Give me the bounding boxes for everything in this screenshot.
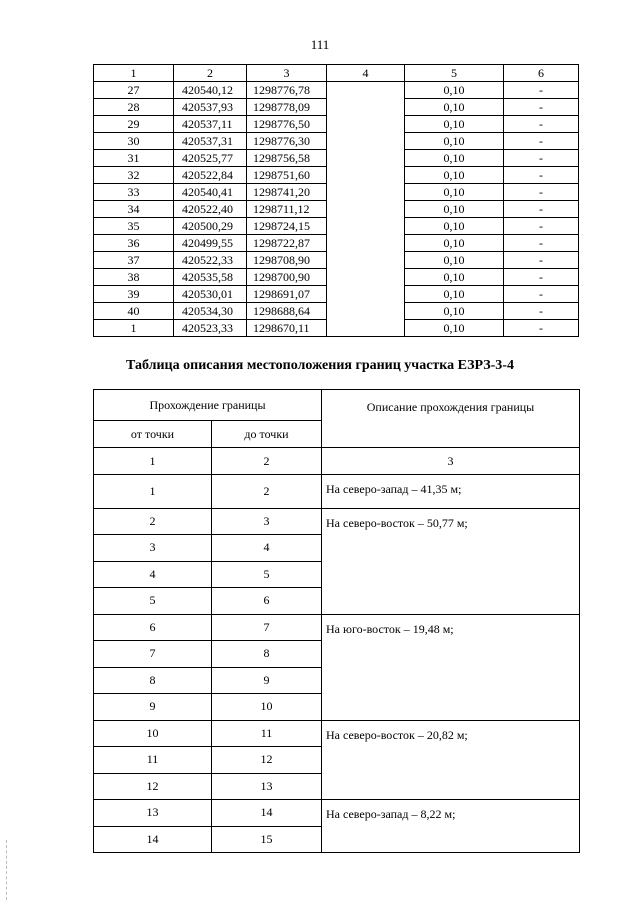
empty-cell xyxy=(327,235,405,252)
empty-cell xyxy=(327,150,405,167)
point-number: 30 xyxy=(94,133,174,150)
coords-header-cell: 5 xyxy=(405,65,504,82)
to-point: 14 xyxy=(212,800,322,827)
x-coordinate: 420525,77 xyxy=(174,150,247,167)
from-point: 8 xyxy=(94,667,212,694)
y-coordinate: 1298724,15 xyxy=(247,218,327,235)
to-point: 10 xyxy=(212,694,322,721)
empty-cell xyxy=(327,252,405,269)
coordinates-table xyxy=(93,64,579,337)
column-6-value: - xyxy=(504,184,579,201)
y-coordinate: 1298700,90 xyxy=(247,269,327,286)
coords-row xyxy=(94,150,579,167)
x-coordinate: 420522,84 xyxy=(174,167,247,184)
y-coordinate: 1298688,64 xyxy=(247,303,327,320)
to-point: 11 xyxy=(212,720,322,747)
accuracy-value: 0,10 xyxy=(405,150,504,167)
y-coordinate: 1298741,20 xyxy=(247,184,327,201)
empty-cell xyxy=(327,116,405,133)
column-6-value: - xyxy=(504,116,579,133)
from-point: 10 xyxy=(94,720,212,747)
coords-row xyxy=(94,303,579,320)
y-coordinate: 1298776,78 xyxy=(247,82,327,99)
point-number: 33 xyxy=(94,184,174,201)
to-point: 4 xyxy=(212,535,322,562)
empty-cell xyxy=(327,303,405,320)
point-number: 37 xyxy=(94,252,174,269)
column-6-value: - xyxy=(504,99,579,116)
coords-row xyxy=(94,252,579,269)
column-6-value: - xyxy=(504,235,579,252)
coords-row xyxy=(94,235,579,252)
to-point: 3 xyxy=(212,508,322,535)
column-6-value: - xyxy=(504,218,579,235)
column-number: 3 xyxy=(322,448,580,475)
coords-row xyxy=(94,269,579,286)
column-6-value: - xyxy=(504,252,579,269)
column-6-value: - xyxy=(504,201,579,218)
point-number: 31 xyxy=(94,150,174,167)
header-route-group: Прохождение границы xyxy=(94,390,322,421)
to-point: 5 xyxy=(212,561,322,588)
section-title: Таблица описания местоположения границ участка ЕЗРЗ-3-4 xyxy=(126,358,514,373)
accuracy-value: 0,10 xyxy=(405,184,504,201)
coords-row xyxy=(94,82,579,99)
to-point: 8 xyxy=(212,641,322,668)
route-row xyxy=(94,508,580,535)
x-coordinate: 420522,40 xyxy=(174,201,247,218)
to-point: 15 xyxy=(212,826,322,853)
accuracy-value: 0,10 xyxy=(405,167,504,184)
accuracy-value: 0,10 xyxy=(405,303,504,320)
from-point: 5 xyxy=(94,588,212,615)
route-row xyxy=(94,475,580,509)
from-point: 12 xyxy=(94,773,212,800)
point-number: 35 xyxy=(94,218,174,235)
page-number: 111 xyxy=(310,37,330,52)
coords-header-cell: 2 xyxy=(174,65,247,82)
coords-row xyxy=(94,201,579,218)
column-number: 1 xyxy=(94,448,212,475)
empty-cell xyxy=(327,218,405,235)
accuracy-value: 0,10 xyxy=(405,252,504,269)
coords-row xyxy=(94,116,579,133)
empty-cell xyxy=(327,286,405,303)
column-6-value: - xyxy=(504,286,579,303)
accuracy-value: 0,10 xyxy=(405,269,504,286)
margin-mark xyxy=(6,840,8,900)
to-point: 13 xyxy=(212,773,322,800)
empty-cell xyxy=(327,167,405,184)
point-number: 28 xyxy=(94,99,174,116)
to-point: 12 xyxy=(212,747,322,774)
from-point: 3 xyxy=(94,535,212,562)
route-description: На северо-запад – 8,22 м; xyxy=(322,800,580,853)
from-point: 13 xyxy=(94,800,212,827)
accuracy-value: 0,10 xyxy=(405,133,504,150)
y-coordinate: 1298751,60 xyxy=(247,167,327,184)
empty-cell xyxy=(327,184,405,201)
from-point: 11 xyxy=(94,747,212,774)
coords-header-cell: 6 xyxy=(504,65,579,82)
empty-cell xyxy=(327,320,405,337)
route-row xyxy=(94,720,580,747)
column-number: 2 xyxy=(212,448,322,475)
y-coordinate: 1298691,07 xyxy=(247,286,327,303)
header-to-point: до точки xyxy=(212,421,322,448)
point-number: 1 xyxy=(94,320,174,337)
to-point: 9 xyxy=(212,667,322,694)
to-point: 6 xyxy=(212,588,322,615)
to-point: 7 xyxy=(212,614,322,641)
accuracy-value: 0,10 xyxy=(405,235,504,252)
coords-row xyxy=(94,218,579,235)
empty-cell xyxy=(327,133,405,150)
column-6-value: - xyxy=(504,167,579,184)
coords-header-cell: 1 xyxy=(94,65,174,82)
x-coordinate: 420523,33 xyxy=(174,320,247,337)
point-number: 29 xyxy=(94,116,174,133)
accuracy-value: 0,10 xyxy=(405,99,504,116)
empty-cell xyxy=(327,99,405,116)
from-point: 9 xyxy=(94,694,212,721)
coords-row xyxy=(94,167,579,184)
coords-header-cell: 3 xyxy=(247,65,327,82)
column-6-value: - xyxy=(504,150,579,167)
from-point: 6 xyxy=(94,614,212,641)
point-number: 36 xyxy=(94,235,174,252)
x-coordinate: 420537,31 xyxy=(174,133,247,150)
route-description: На юго-восток – 19,48 м; xyxy=(322,614,580,720)
x-coordinate: 420535,58 xyxy=(174,269,247,286)
x-coordinate: 420522,33 xyxy=(174,252,247,269)
route-description: На северо-запад – 41,35 м; xyxy=(322,475,580,509)
point-number: 39 xyxy=(94,286,174,303)
column-6-value: - xyxy=(504,82,579,99)
x-coordinate: 420540,12 xyxy=(174,82,247,99)
x-coordinate: 420499,55 xyxy=(174,235,247,252)
coords-row xyxy=(94,99,579,116)
x-coordinate: 420500,29 xyxy=(174,218,247,235)
point-number: 34 xyxy=(94,201,174,218)
y-coordinate: 1298776,30 xyxy=(247,133,327,150)
x-coordinate: 420540,41 xyxy=(174,184,247,201)
x-coordinate: 420534,30 xyxy=(174,303,247,320)
header-from-point: от точки xyxy=(94,421,212,448)
column-6-value: - xyxy=(504,133,579,150)
coords-row xyxy=(94,286,579,303)
y-coordinate: 1298756,58 xyxy=(247,150,327,167)
coords-header-cell: 4 xyxy=(327,65,405,82)
empty-cell xyxy=(327,269,405,286)
y-coordinate: 1298776,50 xyxy=(247,116,327,133)
from-point: 2 xyxy=(94,508,212,535)
column-6-value: - xyxy=(504,303,579,320)
y-coordinate: 1298708,90 xyxy=(247,252,327,269)
point-number: 40 xyxy=(94,303,174,320)
y-coordinate: 1298778,09 xyxy=(247,99,327,116)
column-6-value: - xyxy=(504,320,579,337)
coords-row xyxy=(94,184,579,201)
accuracy-value: 0,10 xyxy=(405,201,504,218)
coords-row xyxy=(94,320,579,337)
route-row xyxy=(94,614,580,641)
route-description: На северо-восток – 50,77 м; xyxy=(322,508,580,614)
y-coordinate: 1298722,87 xyxy=(247,235,327,252)
x-coordinate: 420530,01 xyxy=(174,286,247,303)
route-description: На северо-восток – 20,82 м; xyxy=(322,720,580,800)
x-coordinate: 420537,93 xyxy=(174,99,247,116)
route-row xyxy=(94,800,580,827)
header-description: Описание прохождения границы xyxy=(322,390,580,448)
column-6-value: - xyxy=(504,269,579,286)
from-point: 7 xyxy=(94,641,212,668)
from-point: 1 xyxy=(94,475,212,509)
boundary-route-table xyxy=(93,389,580,853)
point-number: 32 xyxy=(94,167,174,184)
from-point: 14 xyxy=(94,826,212,853)
accuracy-value: 0,10 xyxy=(405,286,504,303)
accuracy-value: 0,10 xyxy=(405,218,504,235)
accuracy-value: 0,10 xyxy=(405,116,504,133)
accuracy-value: 0,10 xyxy=(405,320,504,337)
point-number: 27 xyxy=(94,82,174,99)
y-coordinate: 1298711,12 xyxy=(247,201,327,218)
coords-row xyxy=(94,133,579,150)
empty-cell xyxy=(327,82,405,99)
empty-cell xyxy=(327,201,405,218)
from-point: 4 xyxy=(94,561,212,588)
coords-header-row xyxy=(94,65,579,82)
point-number: 38 xyxy=(94,269,174,286)
to-point: 2 xyxy=(212,475,322,509)
x-coordinate: 420537,11 xyxy=(174,116,247,133)
y-coordinate: 1298670,11 xyxy=(247,320,327,337)
accuracy-value: 0,10 xyxy=(405,82,504,99)
